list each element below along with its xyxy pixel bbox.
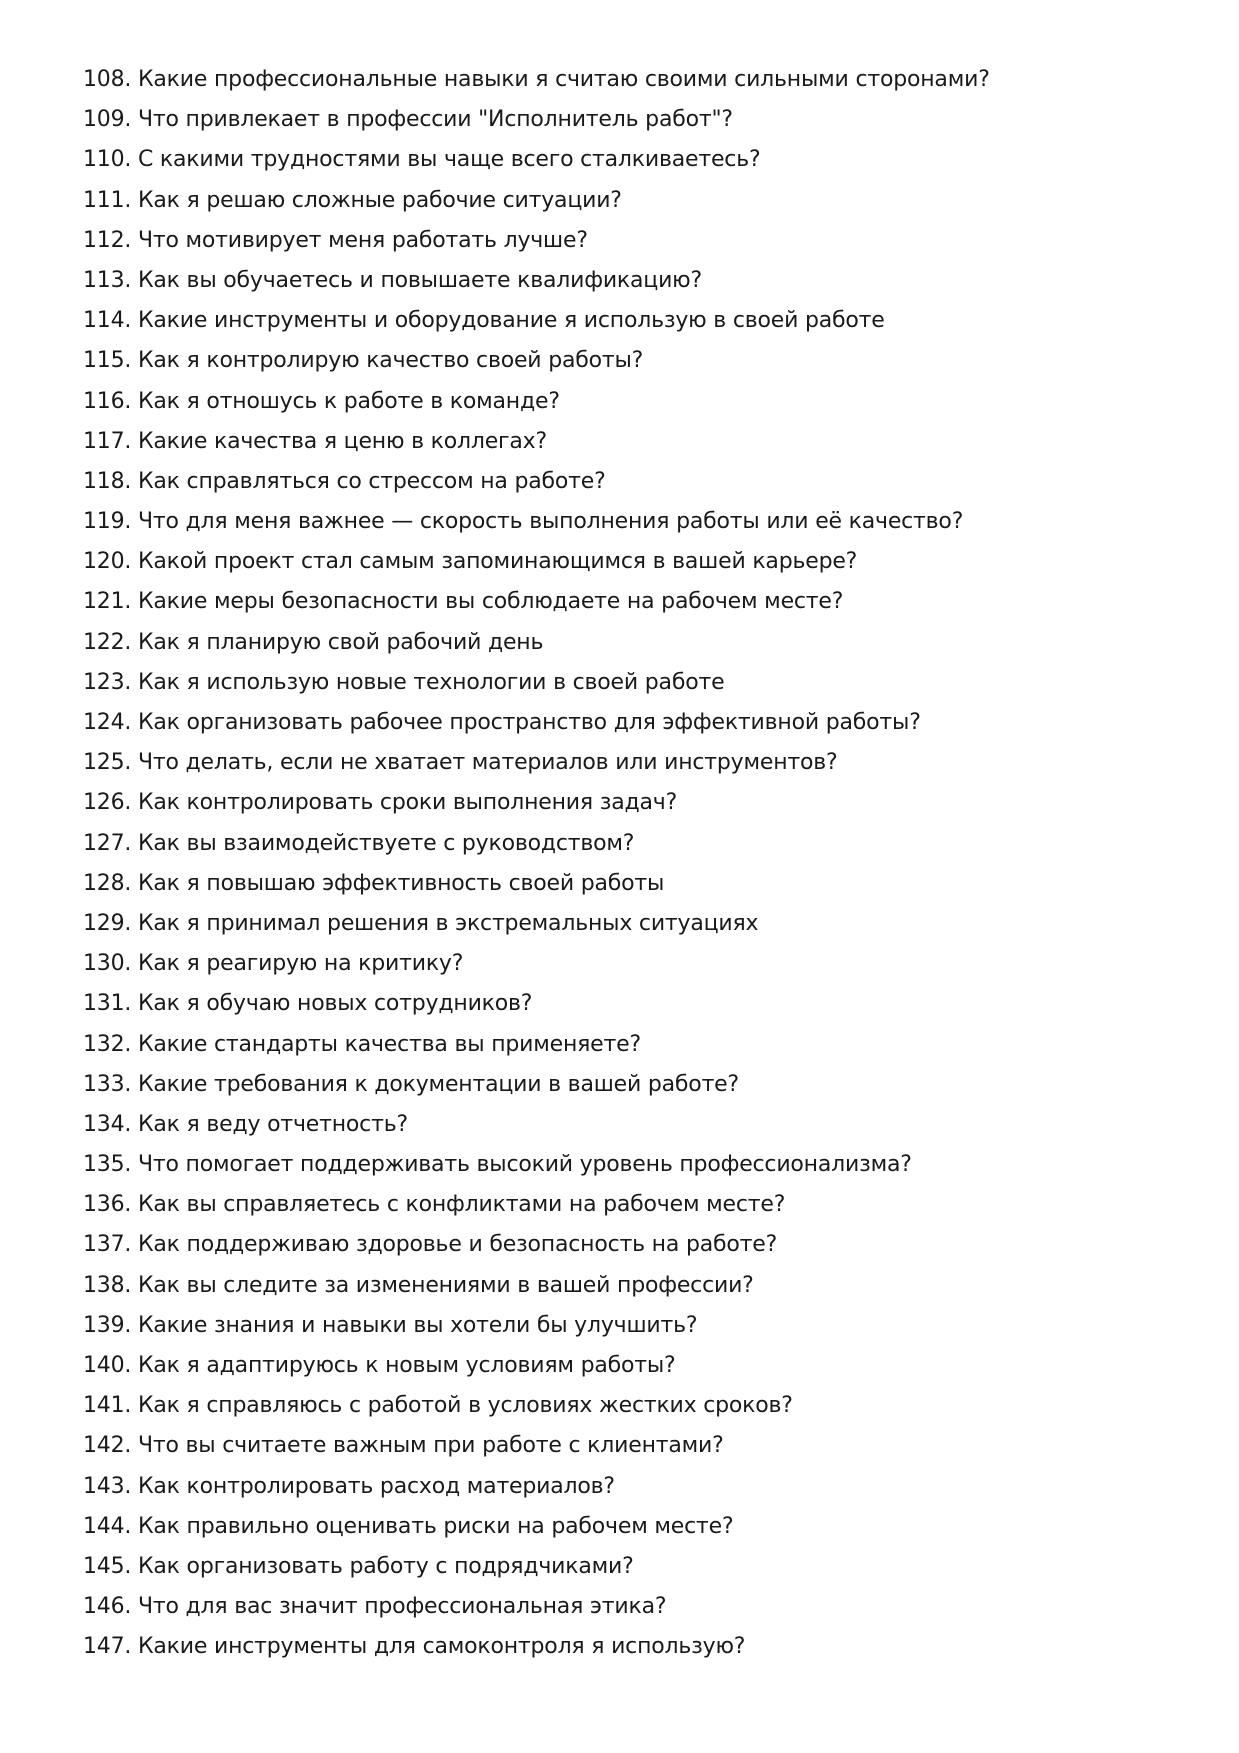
question-item: 114. Какие инструменты и оборудование я использую в своей работе	[83, 308, 885, 334]
question-item: 142. Что вы считаете важным при работе с клиентами?	[83, 1433, 724, 1459]
question-list	[83, 60, 1183, 1668]
question-item: 138. Как вы следите за изменениями в вашей профессии?	[83, 1272, 754, 1298]
question-item: 117. Какие качества я ценю в коллегах?	[83, 428, 547, 454]
question-item: 119. Что для меня важнее — скорость выполнения работы или её качество?	[83, 509, 964, 535]
question-item: 131. Как я обучаю новых сотрудников?	[83, 991, 533, 1017]
question-item: 134. Как я веду отчетность?	[83, 1111, 408, 1137]
question-item: 145. Как организовать работу с подрядчиками?	[83, 1553, 634, 1579]
question-item: 137. Как поддерживаю здоровье и безопасность на работе?	[83, 1232, 778, 1258]
question-item: 133. Какие требования к документации в вашей работе?	[83, 1071, 739, 1097]
question-item: 130. Как я реагирую на критику?	[83, 951, 464, 977]
question-item: 111. Как я решаю сложные рабочие ситуации?	[83, 187, 622, 213]
question-item: 139. Какие знания и навыки вы хотели бы улучшить?	[83, 1312, 698, 1338]
question-item: 125. Что делать, если не хватает материалов или инструментов?	[83, 750, 838, 776]
question-item: 115. Как я контролирую качество своей работы?	[83, 348, 644, 374]
question-item: 118. Как справляться со стрессом на работе?	[83, 468, 606, 494]
question-item: 116. Как я отношусь к работе в команде?	[83, 388, 560, 414]
question-item: 143. Как контролировать расход материалов?	[83, 1473, 615, 1499]
question-item: 108. Какие профессиональные навыки я считаю своими сильными сторонами?	[83, 67, 990, 92]
question-item: 112. Что мотивирует меня работать лучше?	[83, 227, 588, 253]
question-item: 136. Как вы справляетесь с конфликтами на рабочем месте?	[83, 1192, 786, 1218]
question-item: 140. Как я адаптируюсь к новым условиям работы?	[83, 1353, 676, 1378]
question-item: 129. Как я принимал решения в экстремальных ситуациях	[83, 910, 759, 936]
question-item: 124. Как организовать рабочее пространство для эффективной работы?	[83, 710, 921, 735]
question-item: 113. Как вы обучаетесь и повышаете квалификацию?	[83, 267, 702, 293]
question-item: 123. Как я использую новые технологии в своей работе	[83, 669, 725, 695]
question-item: 147. Какие инструменты для самоконтроля я использую?	[83, 1634, 746, 1660]
question-item: 146. Что для вас значит профессиональная этика?	[83, 1594, 667, 1620]
question-item: 135. Что помогает поддерживать высокий уровень профессионализма?	[83, 1152, 912, 1178]
question-item: 132. Какие стандарты качества вы применяете?	[83, 1031, 641, 1057]
question-item: 121. Какие меры безопасности вы соблюдаете на рабочем месте?	[83, 589, 844, 615]
question-item: 109. Что привлекает в профессии "Исполнитель работ"?	[83, 107, 733, 133]
question-item: 110. С какими трудностями вы чаще всего сталкиваетесь?	[83, 147, 761, 173]
question-item: 144. Как правильно оценивать риски на рабочем месте?	[83, 1513, 734, 1539]
question-item: 127. Как вы взаимодействуете с руководством?	[83, 830, 635, 856]
question-item: 120. Какой проект стал самым запоминающимся в вашей карьере?	[83, 549, 858, 575]
question-item: 126. Как контролировать сроки выполнения задач?	[83, 790, 678, 816]
question-item: 141. Как я справляюсь с работой в условиях жестких сроков?	[83, 1393, 793, 1419]
question-item: 122. Как я планирую свой рабочий день	[83, 629, 544, 655]
question-item: 128. Как я повышаю эффективность своей работы	[83, 870, 665, 896]
